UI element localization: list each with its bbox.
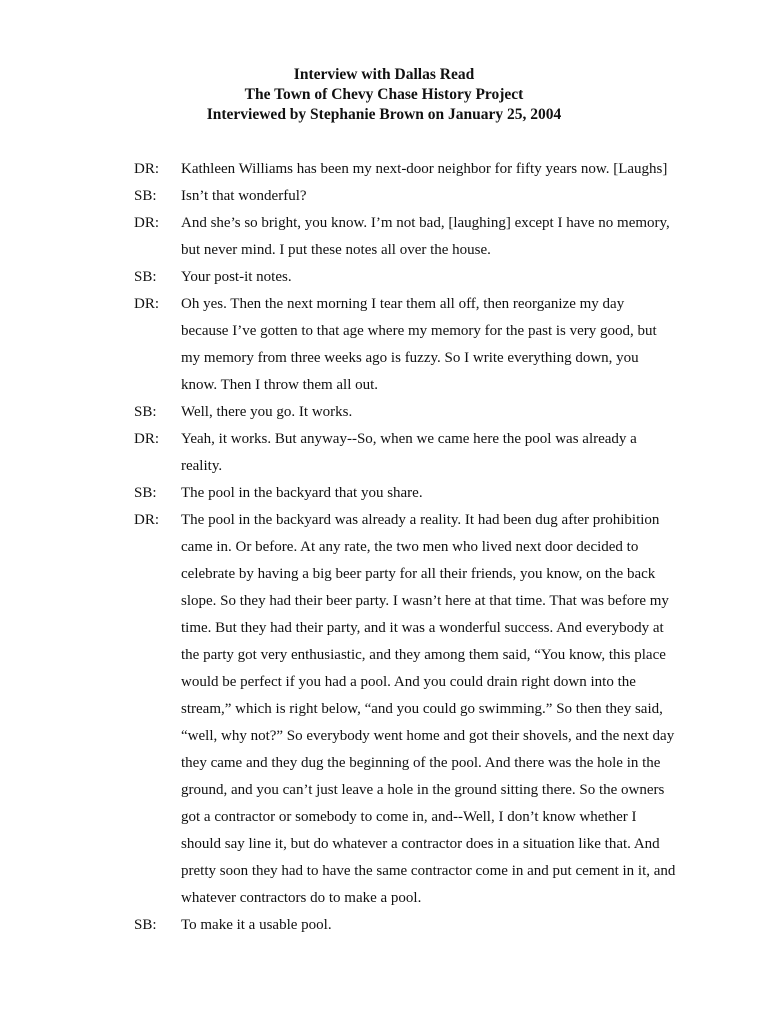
transcript-line: they came and they dug the beginning of the pool. And there was the hole in the	[181, 755, 661, 771]
transcript-line: time. But they had their party, and it was a wonderful success. And everybody at	[181, 620, 664, 636]
transcript-turn	[134, 480, 694, 507]
speaker-label: SB:	[134, 404, 157, 420]
transcript-turn	[134, 912, 694, 939]
turn-text	[181, 507, 694, 912]
speaker-label: SB:	[134, 188, 157, 204]
turn-text	[181, 480, 694, 507]
transcript-line: And she’s so bright, you know. I’m not bad, [laughing] except I have no memory,	[181, 215, 670, 231]
transcript-line: The pool in the backyard that you share.	[181, 485, 423, 501]
speaker-label: DR:	[134, 161, 160, 177]
turn-text	[181, 210, 694, 264]
transcript-line: but never mind. I put these notes all over the house.	[181, 242, 491, 258]
transcript-line: To make it a usable pool.	[181, 917, 332, 933]
turn-text	[181, 156, 694, 183]
transcript-line: know. Then I throw them all out.	[181, 377, 379, 393]
turn-text	[181, 291, 694, 399]
transcript-turn	[134, 210, 694, 264]
transcript-line: would be perfect if you had a pool. And you could drain right down into the	[181, 674, 636, 690]
transcript-line: Isn’t that wonderful?	[181, 188, 307, 204]
transcript-line: reality.	[181, 458, 223, 474]
turn-text	[181, 399, 694, 426]
interview-title: Interview with Dallas Read	[293, 66, 475, 83]
project-name: The Town of Chevy Chase History Project	[244, 86, 524, 103]
speaker-label: DR:	[134, 431, 160, 447]
transcript-line: “well, why not?” So everybody went home and got their shovels, and the next day	[181, 728, 675, 744]
transcript-turn	[134, 183, 694, 210]
transcript-line: my memory from three weeks ago is fuzzy. So I write everything down, you	[181, 350, 639, 366]
transcript-line: because I’ve gotten to that age where my memory for the past is very good, but	[181, 323, 657, 339]
transcript-line: The pool in the backyard was already a reality. It had been dug after prohibition	[181, 512, 660, 528]
transcript-line: got a contractor or somebody to come in, and--Well, I don’t know whether I	[181, 809, 637, 825]
transcript-line: celebrate by having a big beer party for all their friends, you know, on the back	[181, 566, 656, 582]
speaker-label: SB:	[134, 269, 157, 285]
turn-text	[181, 426, 694, 480]
interviewer-line: Interviewed by Stephanie Brown on January 25, 2004	[206, 106, 562, 123]
speaker-label: DR:	[134, 512, 160, 528]
speaker-label: SB:	[134, 485, 157, 501]
transcript-turn	[134, 291, 694, 399]
speaker-label: SB:	[134, 917, 157, 933]
interview-transcript	[134, 156, 694, 939]
turn-text	[181, 264, 694, 291]
transcript-line: ground, and you can’t just leave a hole in the ground sitting there. So the owners	[181, 782, 665, 798]
transcript-line: stream,” which is right below, “and you could go swimming.” So then they said,	[181, 701, 663, 717]
transcript-line: Your post-it notes.	[181, 269, 292, 285]
speaker-label: DR:	[134, 215, 160, 231]
transcript-line: should say line it, but do whatever a contractor does in a situation like that. And	[181, 836, 660, 852]
transcript-line: Well, there you go. It works.	[181, 404, 353, 420]
transcript-line: came in. Or before. At any rate, the two men who lived next door decided to	[181, 539, 639, 555]
transcript-line: slope. So they had their beer party. I wasn’t here at that time. That was before my	[181, 593, 669, 609]
transcript-line: Kathleen Williams has been my next-door neighbor for fifty years now. [Laughs]	[181, 161, 668, 177]
transcript-turn	[134, 399, 694, 426]
transcript-line: Yeah, it works. But anyway--So, when we came here the pool was already a	[181, 431, 637, 447]
transcript-line: whatever contractors do to make a pool.	[181, 890, 422, 906]
transcript-turn	[134, 507, 694, 912]
transcript-turn	[134, 156, 694, 183]
turn-text	[181, 183, 694, 210]
turn-text	[181, 912, 694, 939]
transcript-turn	[134, 264, 694, 291]
transcript-line: pretty soon they had to have the same contractor come in and put cement in it, and	[181, 863, 676, 879]
speaker-label: DR:	[134, 296, 160, 312]
transcript-line: Oh yes. Then the next morning I tear them all off, then reorganize my day	[181, 296, 625, 312]
document-header	[0, 65, 768, 125]
transcript-turn	[134, 426, 694, 480]
transcript-line: the party got very enthusiastic, and they among them said, “You know, this place	[181, 647, 666, 663]
